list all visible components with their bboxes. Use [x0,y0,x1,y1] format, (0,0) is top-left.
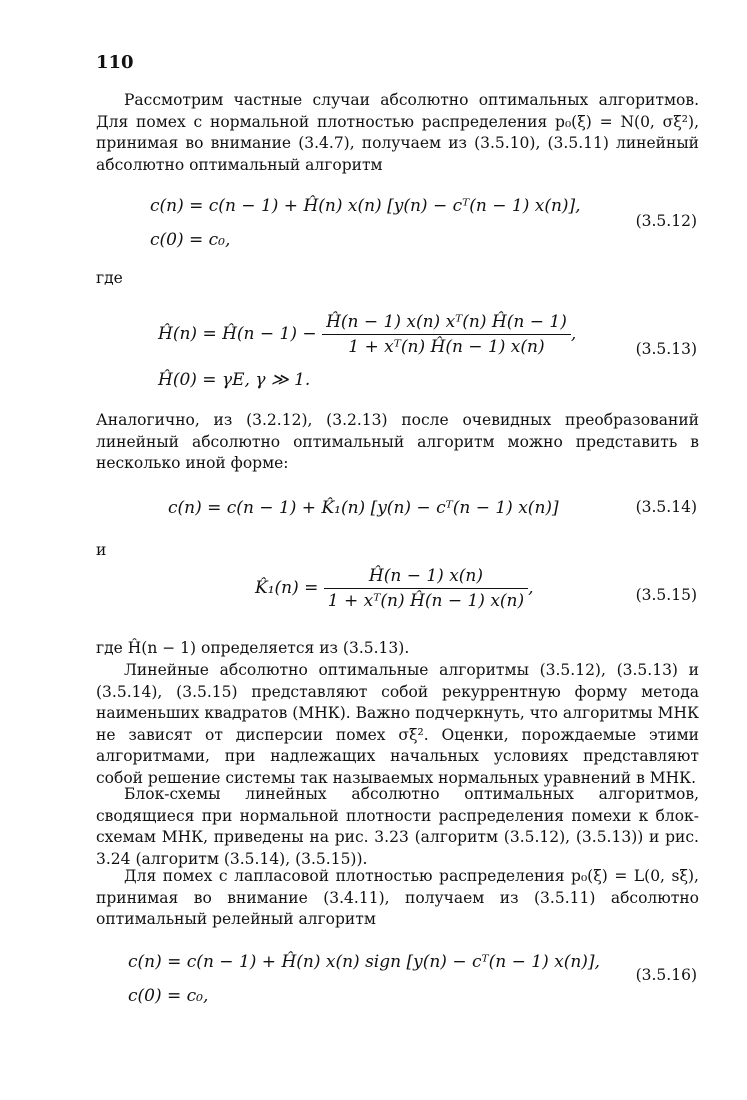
eq-3-5-13-fraction [322,312,571,357]
word-i: и [96,541,107,559]
eq-3-5-13-comma: , [570,324,577,344]
eq-3-5-15-numerator: Ĥ(n − 1) x(n) [324,566,528,589]
equation-3-5-12-line1: c(n) = c(n − 1) + Ĥ(n) x(n) [y(n) − cᵀ(n − 1) x(n)], [150,196,581,216]
equation-3-5-12-line2: c(0) = c₀, [150,230,231,250]
paragraph-analogously: Аналогично, из (3.2.12), (3.2.13) после очевидных преобразований линейный абсолютно оптимальный алгоритм можно представить в несколько иной форме: [96,411,699,472]
equation-3-5-15 [255,566,534,611]
paragraph-block-diagrams: Блок-схемы линейных абсолютно оптимальных алгоритмов, сводящиеся при нормальной плотности распределения помехи к блок-схемам МНК, приведены на рис. 3.23 (алгоритм (3.5.12), (3.5.13)) и рис. 3.24 (алгоритм (3.5.14), (3.5.15)). [96,785,699,868]
paragraph-where-defined: где Ĥ(n − 1) определяется из (3.5.13). [96,639,410,657]
eq-3-5-13-lhs: Ĥ(n) = Ĥ(n − 1) − [158,324,317,344]
paragraph-laplace: Для помех с лапласовой плотностью распределения p₀(ξ) = L(0, sξ), принимая во внимание (3.4.11), получаем из (3.5.11) абсолютно оптимальный релейный алгоритм [96,867,699,928]
eq-3-5-15-denominator: 1 + xᵀ(n) Ĥ(n − 1) x(n) [327,591,525,611]
equation-number-3-5-14: (3.5.14) [635,498,697,516]
page-number: 110 [96,52,134,73]
equation-3-5-13-line2: Ĥ(0) = γE, γ ≫ 1. [158,370,311,390]
equation-3-5-13-line1 [158,312,576,357]
equation-number-3-5-12: (3.5.12) [635,212,697,230]
paragraph-intro: Рассмотрим частные случаи абсолютно оптимальных алгоритмов. Для помех с нормальной плотностью распределения p₀(ξ) = N(0, σξ²), принимая во внимание (3.4.7), получаем из (3.5.10), (3.5.11) линейный абсолютно оптимальный алгоритм [96,91,699,174]
eq-3-5-15-comma: , [528,578,534,598]
eq-3-5-13-denominator: 1 + xᵀ(n) Ĥ(n − 1) x(n) [348,337,545,357]
equation-3-5-16-line2: c(0) = c₀, [128,986,209,1006]
equation-3-5-14: c(n) = c(n − 1) + K̂₁(n) [y(n) − cᵀ(n − 1) x(n)] [168,498,559,518]
equation-number-3-5-16: (3.5.16) [635,966,697,984]
eq-3-5-15-lhs: K̂₁(n) = [255,578,319,598]
eq-3-5-15-fraction [324,566,528,611]
equation-3-5-16-line1: c(n) = c(n − 1) + Ĥ(n) x(n) sign [y(n) − cᵀ(n − 1) x(n)], [128,952,600,972]
eq-3-5-13-numerator: Ĥ(n − 1) x(n) xᵀ(n) Ĥ(n − 1) [322,312,571,335]
equation-number-3-5-13: (3.5.13) [635,340,697,358]
paragraph-mnk: Линейные абсолютно оптимальные алгоритмы (3.5.12), (3.5.13) и (3.5.14), (3.5.15) представляют собой рекуррентную форму метода наименьших квадратов (МНК). Важно подчеркнуть, что алгоритмы МНК не зависят от дисперсии помех σξ². Оценки, порождаемые этими алгоритмами, при надлежащих начальных условиях представляют собой решение системы так называемых нормальных уравнений в МНК. [96,661,699,787]
equation-number-3-5-15: (3.5.15) [635,586,697,604]
word-gde-1: где [96,269,123,287]
